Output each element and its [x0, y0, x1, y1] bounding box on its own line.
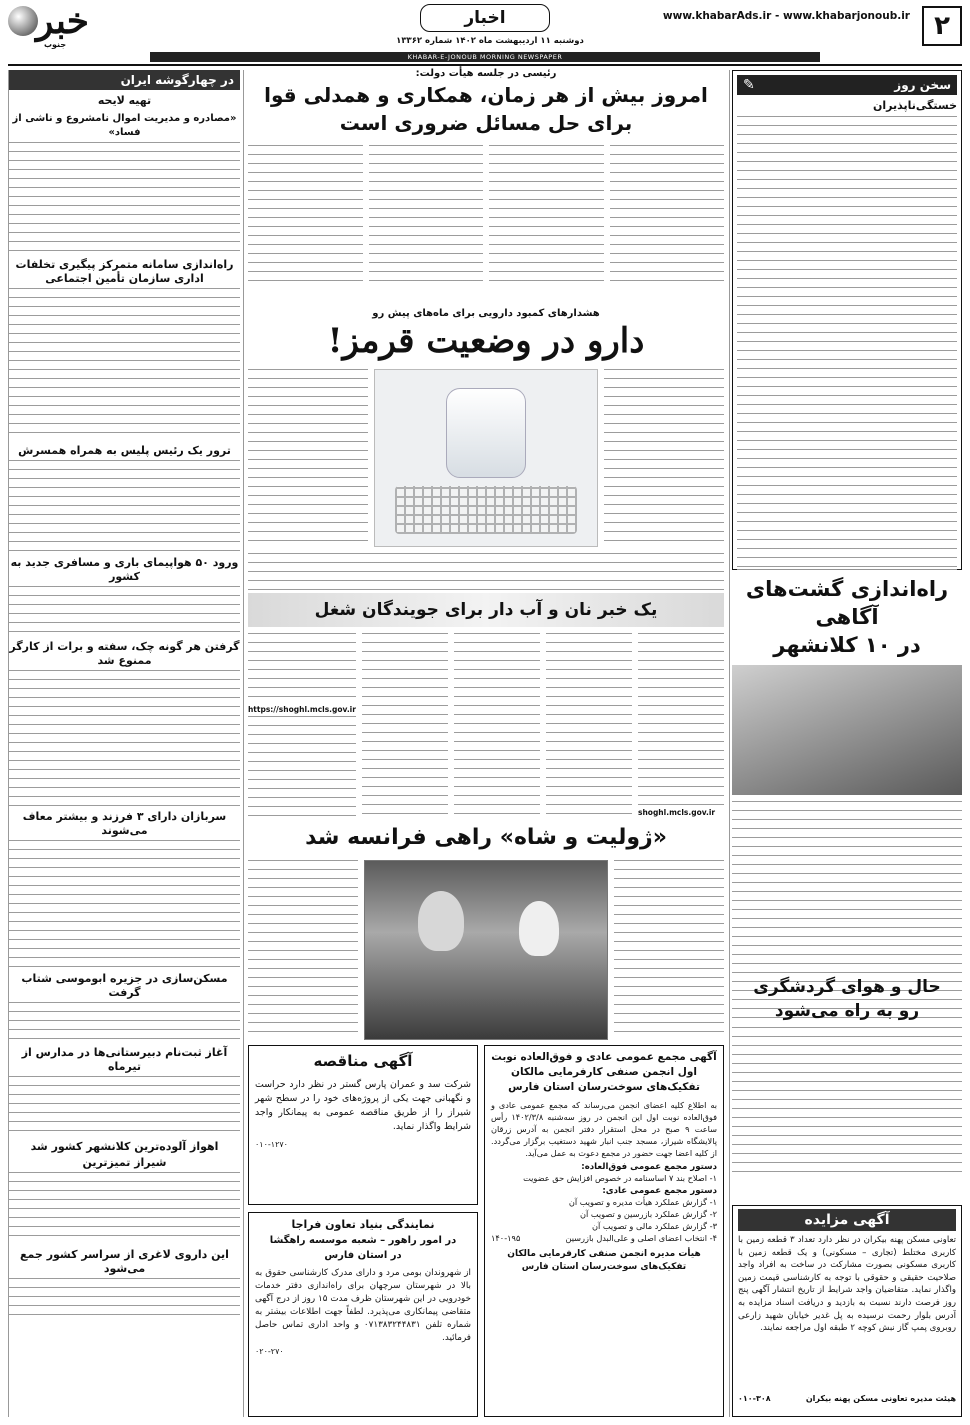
tender-ad [248, 1045, 478, 1205]
sidebar-body-10 [9, 1278, 240, 1318]
jobs-col-1 [638, 633, 724, 817]
sidebar-item-3[interactable]: راه‌اندازی سامانه متمرکز پیگیری تخلفات اداری سازمان تأمین اجتماعی [15, 258, 234, 285]
patrol-photo [732, 665, 962, 795]
tourism-body [732, 1027, 962, 1172]
bottle-icon [446, 388, 526, 478]
faraja-title-2: در امور راهور – شعبه موسسه راهگشا [269, 1235, 457, 1246]
lead-columns [248, 145, 724, 285]
section-title: اخبار [420, 4, 550, 32]
issue-date: دوشنبه ۱۱ اردیبهشت ماه ۱۴۰۲ شماره ۱۳۳۶۲ [396, 36, 584, 46]
assembly-ad [484, 1045, 724, 1417]
sidebar-body-3 [9, 460, 240, 552]
drug-bottom-text [248, 553, 724, 593]
lead-title-2[interactable]: برای حل مسائل ضروری است [339, 111, 633, 135]
assembly-agenda-1: ۱- گزارش عملکرد هیأت مدیره و تصویب آن [568, 1197, 717, 1207]
sidebar-body-6 [9, 840, 240, 968]
drug-col-right [604, 369, 724, 547]
film-poster [364, 860, 608, 1040]
drug-title[interactable]: دارو در وضعیت قرمز! [327, 321, 645, 361]
assembly-signature: هیأت مدیره انجمن صنفی کارفرمایی مالکان تفکیک‌های سوخت‌رسان استان فارس [507, 1249, 701, 1272]
jobs-col-4 [362, 633, 448, 817]
editorial-title: خستگی‌ناپذیران [872, 99, 957, 112]
sidebar [8, 70, 240, 1417]
sidebar-item-7[interactable]: سربازان دارای ۳ فرزند و بیشتر معاف می‌شوند [22, 810, 227, 837]
editorial-box [732, 70, 962, 570]
masthead-english: KHABAR-E-JONOUB MORNING NEWSPAPER [150, 52, 820, 62]
lead-col-4 [248, 145, 363, 285]
logo-text: خبر [36, 0, 89, 42]
jobs-col-2 [546, 633, 632, 817]
sidebar-item-11[interactable]: شیراز تمیزترین [82, 1156, 167, 1169]
auction-code: ۰۱۰-۳۰۸ [738, 1394, 771, 1403]
tourism-title-2[interactable]: رو به راه می‌شود [774, 1001, 920, 1021]
patrol-title-1[interactable]: راه‌اندازی گشت‌های آگاهی [745, 577, 949, 629]
assembly-extra-head: دستور مجمع عمومی فوق‌العاده: [581, 1162, 717, 1172]
figure-icon-2 [519, 901, 559, 956]
drug-article [248, 308, 724, 593]
header-rule [8, 64, 962, 66]
sidebar-header: در چهارگوشه ایران [9, 70, 240, 90]
pen-icon: ✎ [743, 77, 755, 93]
lead-col-2 [489, 145, 604, 285]
jobs-col-5-text-b [248, 716, 356, 817]
lead-article [248, 68, 724, 285]
column-divider [729, 70, 730, 1417]
sidebar-item-4[interactable]: ترور یک رئیس پلیس به همراه همسرش [18, 444, 231, 457]
drug-layout [248, 369, 724, 547]
page-number: ۲ [922, 6, 962, 46]
drug-col-left [248, 369, 368, 547]
masthead-logo [8, 2, 118, 52]
tender-body: شرکت سد و عمران پارس گستر در نظر دارد حراست و نگهبانی جهت یکی از پروژه‌های خود را در سطح شهر شیراز را از طریق مناقصه عمومی به پیمانکار واجد شرایط واگذار نماید. [255, 1079, 471, 1132]
auction-title: آگهی مزایده [738, 1209, 956, 1231]
film-layout [248, 860, 724, 1040]
jobs-col-5 [248, 633, 356, 817]
sidebar-body-8 [9, 1076, 240, 1136]
tender-code: ۰۱۰-۱۲۷۰ [255, 1140, 288, 1149]
assembly-agenda-2: ۲- گزارش عملکرد بازرسین و تصویب آن [579, 1209, 717, 1219]
film-col-left [248, 860, 358, 1040]
sidebar-item-6[interactable]: گرفتن هر گونه چک، سفته و برات از کارگر ممنوع شد [9, 640, 240, 667]
lead-kicker: رئیسی در جلسه هیأت دولت: [415, 68, 557, 79]
logo-sub: جنوب [44, 40, 67, 49]
assembly-body: به اطلاع کلیه اعضای انجمن می‌رساند که مجمع عمومی عادی و فوق‌العاده نوبت اول این انجمن در روز سه‌شنبه ۱۴۰۲/۳/۸ رأس ساعت ۹ صبح در محل استقرار دفتر انجمن به آدرس زرقان پالایشگاه شیراز، مسجد جنب انبار شهید دستغیب برگزار می‌گردد. از کلیه اعضا جهت حضور در مجمع دعوت به عمل می‌آید. [491, 1100, 718, 1158]
sidebar-body-4 [9, 586, 240, 636]
jobs-col-1-text [638, 633, 724, 808]
sidebar-body-2 [9, 288, 240, 440]
assembly-ordinary-head: دستور مجمع عمومی عادی: [602, 1186, 717, 1196]
sidebar-body-7 [9, 1002, 240, 1042]
film-col-right [614, 860, 724, 1040]
assembly-title: آگهی مجمع عمومی عادی و فوق‌العاده نوبت اول انجمن صنفی کارفرمایی مالکان تفکیک‌های سوخت‌رسان استان فارس [491, 1051, 717, 1093]
sidebar-item-10[interactable]: اهواز آلوده‌ترین کلانشهر کشور شد [30, 1140, 219, 1153]
faraja-code: ۰۲۰-۲۷۰ [255, 1347, 284, 1356]
sidebar-item-5[interactable]: ورود ۵۰ هواپیمای باری و مسافری جدید به کشور [10, 556, 239, 583]
jobs-col-5-text-a [248, 633, 356, 703]
lead-col-3 [369, 145, 484, 285]
sidebar-body-5 [9, 670, 240, 806]
jobs-url-2[interactable]: shoghl.mcls.gov.ir [637, 808, 716, 817]
drug-kicker: هشدارهای کمبود دارویی برای ماه‌های پیش رو [372, 308, 600, 319]
sidebar-item-1[interactable]: تهیه لایحه [97, 94, 152, 107]
figure-icon [418, 891, 464, 951]
patrol-article [732, 575, 962, 1019]
assembly-code: ۱۴۰-۱۹۵ [491, 1233, 521, 1243]
jobs-article [248, 593, 724, 817]
globe-icon [8, 6, 38, 36]
tourism-article [732, 975, 962, 1172]
basket-icon [395, 486, 577, 534]
jobs-columns [248, 633, 724, 817]
auction-signature: هیئت مدیره تعاونی مسکن پهنه بیکران [805, 1394, 956, 1403]
faraja-body: از شهروندان بومی مرد و دارای مدرک کارشناسی حقوق به بالا در شهرستان سرچهان برای راه‌اندازی دفتر خدمات خودرویی در این شهرستان ظرف مدت ۱۵ روز از درج آگهی متقاضی پیمانکاری می‌پذیرد. لطفاً جهت اطلاعات بیشتر به شماره تلفن ۰۷۱۳۸۳۲۴۴۸۳۱ و واحد اداری تماس حاصل فرمائید. [255, 1268, 471, 1343]
editorial-label: سخن روز [894, 78, 951, 92]
sidebar-item-8[interactable]: مسکن‌سازی در جزیره ابوموسی شتاب گرفت [21, 972, 228, 999]
tender-title: آگهی مناقصه [313, 1052, 413, 1070]
sidebar-body-1 [9, 142, 240, 254]
sidebar-body-9 [9, 1172, 240, 1244]
jobs-url-1[interactable]: https://shoghl.mcls.gov.ir [247, 705, 356, 714]
film-article [248, 820, 724, 1040]
lead-title-1[interactable]: امروز بیش از هر زمان، همکاری و همدلی قوا [264, 83, 708, 107]
auction-body: تعاونی مسکن پهنه بیکران در نظر دارد تعداد ۳ قطعه زمین با کاربری مختلط (تجاری – مسکونی) و یک قطعه زمین با کاربری مسکونی بصورت مشارکت در ساخت به افراد واجد صلاحیت حقیقی و حقوقی با توجه به کارشناسی قیمت زمین واگذار نماید. متقاضیان واجد شرایط از تاریخ انتشار آگهی پنج روز فرصت دارند نسبت به بازدید و دریافت اسناد مزایده به آدرس بلوار رحمت نرسیده به پل غدیر خیابان شهید زارعی روبروی پمپ گاز نبش کوچه ۲ طبقه اول مراجعه نمایند. [738, 1235, 956, 1334]
editorial-body [737, 116, 957, 572]
tourism-title-1[interactable]: حال و هوای گردشگری [753, 977, 941, 997]
faraja-ad [248, 1212, 478, 1417]
sidebar-item-2[interactable]: «مصادره و مدیریت اموال نامشروع و ناشی از فساد» [12, 113, 237, 138]
assembly-agenda-4: ۴- انتخاب اعضای اصلی و علی‌البدل بازرسین [565, 1233, 717, 1243]
lead-col-1 [610, 145, 725, 285]
sidebar-item-9[interactable]: آغاز ثبت‌نام دبیرستانی‌ها در مدارس از تیرماه [21, 1046, 228, 1073]
assembly-agenda-3: ۳- گزارش عملکرد مالی و تصویب آن [592, 1221, 717, 1231]
faraja-title-3: در استان فارس [324, 1250, 402, 1261]
jobs-col-3 [454, 633, 540, 817]
sidebar-item-12[interactable]: این داروی لاغری از سراسر کشور جمع می‌شود [20, 1248, 229, 1275]
column-divider [243, 70, 244, 1417]
site-urls[interactable]: www.khabarAds.ir - www.khabarjonoub.ir [662, 10, 910, 22]
assembly-extra: ۱- اصلاح بند ۷ اساسنامه در خصوص افزایش حق عضویت [523, 1173, 717, 1183]
jobs-title[interactable]: یک خبر نان و آب دار برای جویندگان شغل [248, 593, 724, 627]
patrol-title-2[interactable]: در ۱۰ کلانشهر [773, 633, 921, 657]
auction-ad [732, 1205, 962, 1417]
faraja-title-1: نمایندگی بنیاد تعاون فراجا [291, 1218, 435, 1231]
film-title[interactable]: «ژولیت و شاه» راهی فرانسه شد [305, 825, 667, 850]
drug-photo [374, 369, 598, 547]
